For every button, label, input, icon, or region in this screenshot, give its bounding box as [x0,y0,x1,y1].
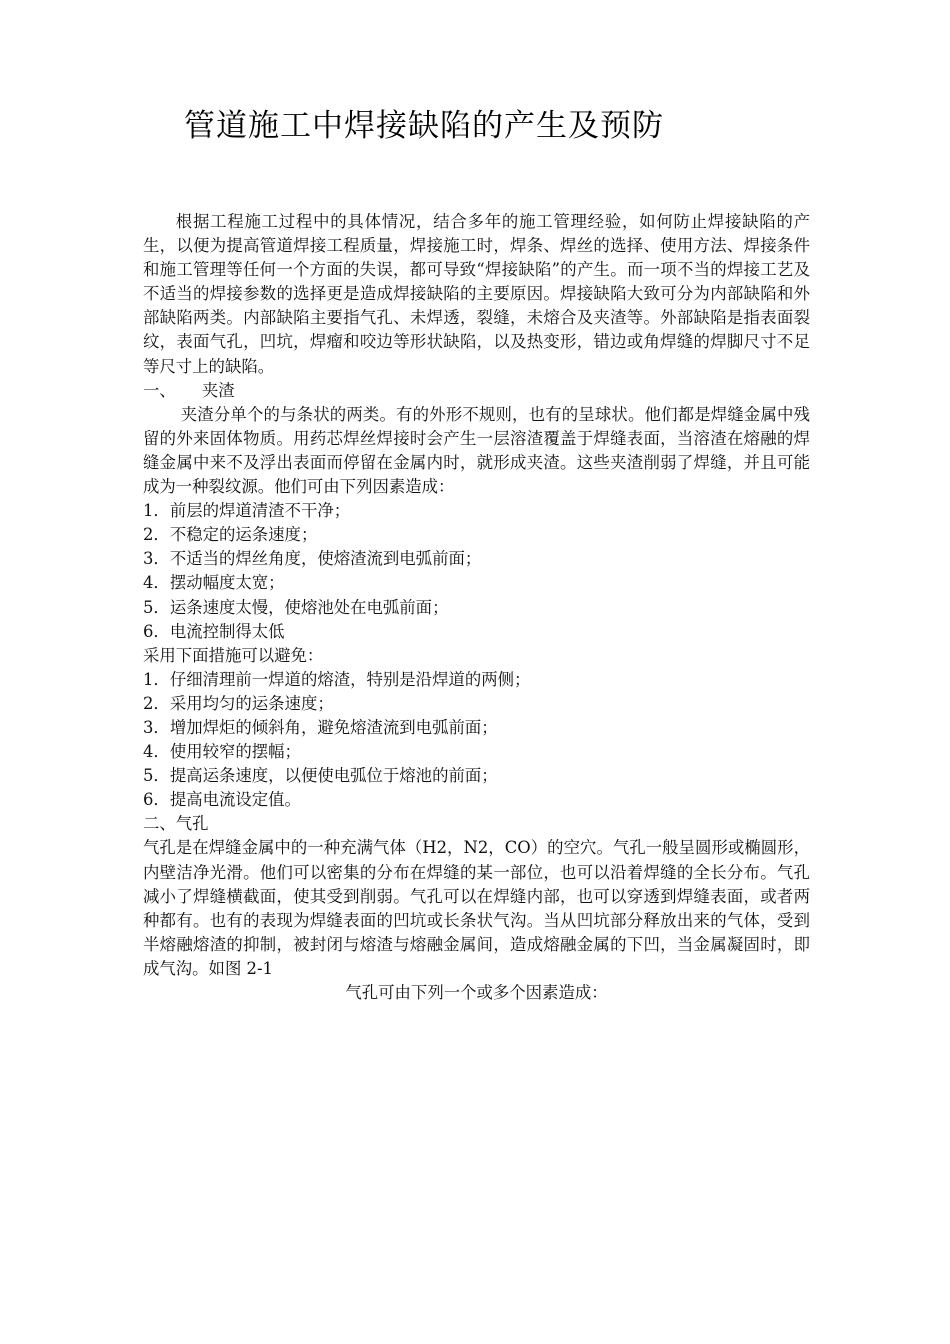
document-title: 管道施工中焊接缺陷的产生及预防 [184,108,664,144]
slag-paragraph: 夹渣分单个的与条状的两类。有的外形不规则，也有的呈球状。他们都是焊缝金属中残留的外来固体物质。用药芯焊丝焊接时会产生一层溶渣覆盖于焊缝表面，当溶渣在熔融的焊缝金属中来不及浮出表面而停留在金属内时，就形成夹渣。这些夹渣削弱了焊缝，并且可能成为一种裂纹源。他们可由下列因素造成： [143,404,810,497]
slag-measure-item: 4．使用较窄的摆幅； [143,742,301,762]
porosity-paragraph: 气孔是在焊缝金属中的一种充满气体（H2，N2，CO）的空穴。气孔一般呈圆形或椭圆形，内壁洁净光滑。他们可以密集的分布在焊缝的某一部位，也可以沿着焊缝的全长分布。气孔减小了焊缝横截面，使其受到削弱。气孔可以在焊缝内部，也可以穿透到焊缝表面，或者两种都有。也有的表现为焊缝表面的凹坑或长条状气沟。当从凹坑部分释放出来的气体，受到半熔融熔渣的抑制，被封闭与熔渣与熔融金属间，造成熔融金属的下凹，当金属凝固时，即成气沟。如图 2-1 [143,838,810,978]
slag-cause-item: 3．不适当的焊丝角度，使熔渣流到电弧前面； [143,549,482,569]
slag-cause-item: 5．运条速度太慢，使熔池处在电弧前面； [143,597,449,617]
slag-cause-item: 6．电流控制得太低 [143,621,285,641]
slag-cause-item: 4．摆动幅度太宽； [143,573,285,593]
document-body [143,210,810,1005]
slag-measure-item: 6．提高电流设定值。 [143,790,301,810]
section-heading-porosity: 二、气孔 [143,814,209,834]
slag-cause-item: 2．不稳定的运条速度； [143,525,318,545]
intro-paragraph: 根据工程施工过程中的具体情况，结合多年的施工管理经验，如何防止焊接缺陷的产生，以便为提高管道焊接工程质量，焊接施工时，焊条、焊丝的选择、使用方法、焊接条件和施工管理等任何一个方面的失误，都可导致“焊接缺陷”的产生。而一项不当的焊接工艺及不适当的焊接参数的选择更是造成焊接缺陷的主要原因。焊接缺陷大致可分为内部缺陷和外部缺陷两类。内部缺陷主要指气孔、未焊透，裂缝，未熔合及夹渣等。外部缺陷是指表面裂纹，表面气孔，凹坑，焊瘤和咬边等形状缺陷，以及热变形，错边或角焊缝的焊脚尺寸不足等尺寸上的缺陷。 [143,212,810,376]
section-heading-slag: 一、 夹渣 [143,380,235,400]
slag-measure-item: 2．采用均匀的运条速度； [143,693,334,713]
porosity-causes-intro: 气孔可由下列一个或多个因素造成： [345,983,608,1002]
slag-measures-intro: 采用下面措施可以避免： [143,645,324,665]
slag-cause-item: 1．前层的焊道清渣不干净； [143,501,351,521]
slag-measure-item: 1．仔细清理前一焊道的熔渣，特别是沿焊道的两侧； [143,669,531,689]
slag-measure-item: 5．提高运条速度，以便使电弧位于熔池的前面； [143,766,498,786]
slag-measure-item: 3．增加焊炬的倾斜角，避免熔渣流到电弧前面； [143,717,498,737]
